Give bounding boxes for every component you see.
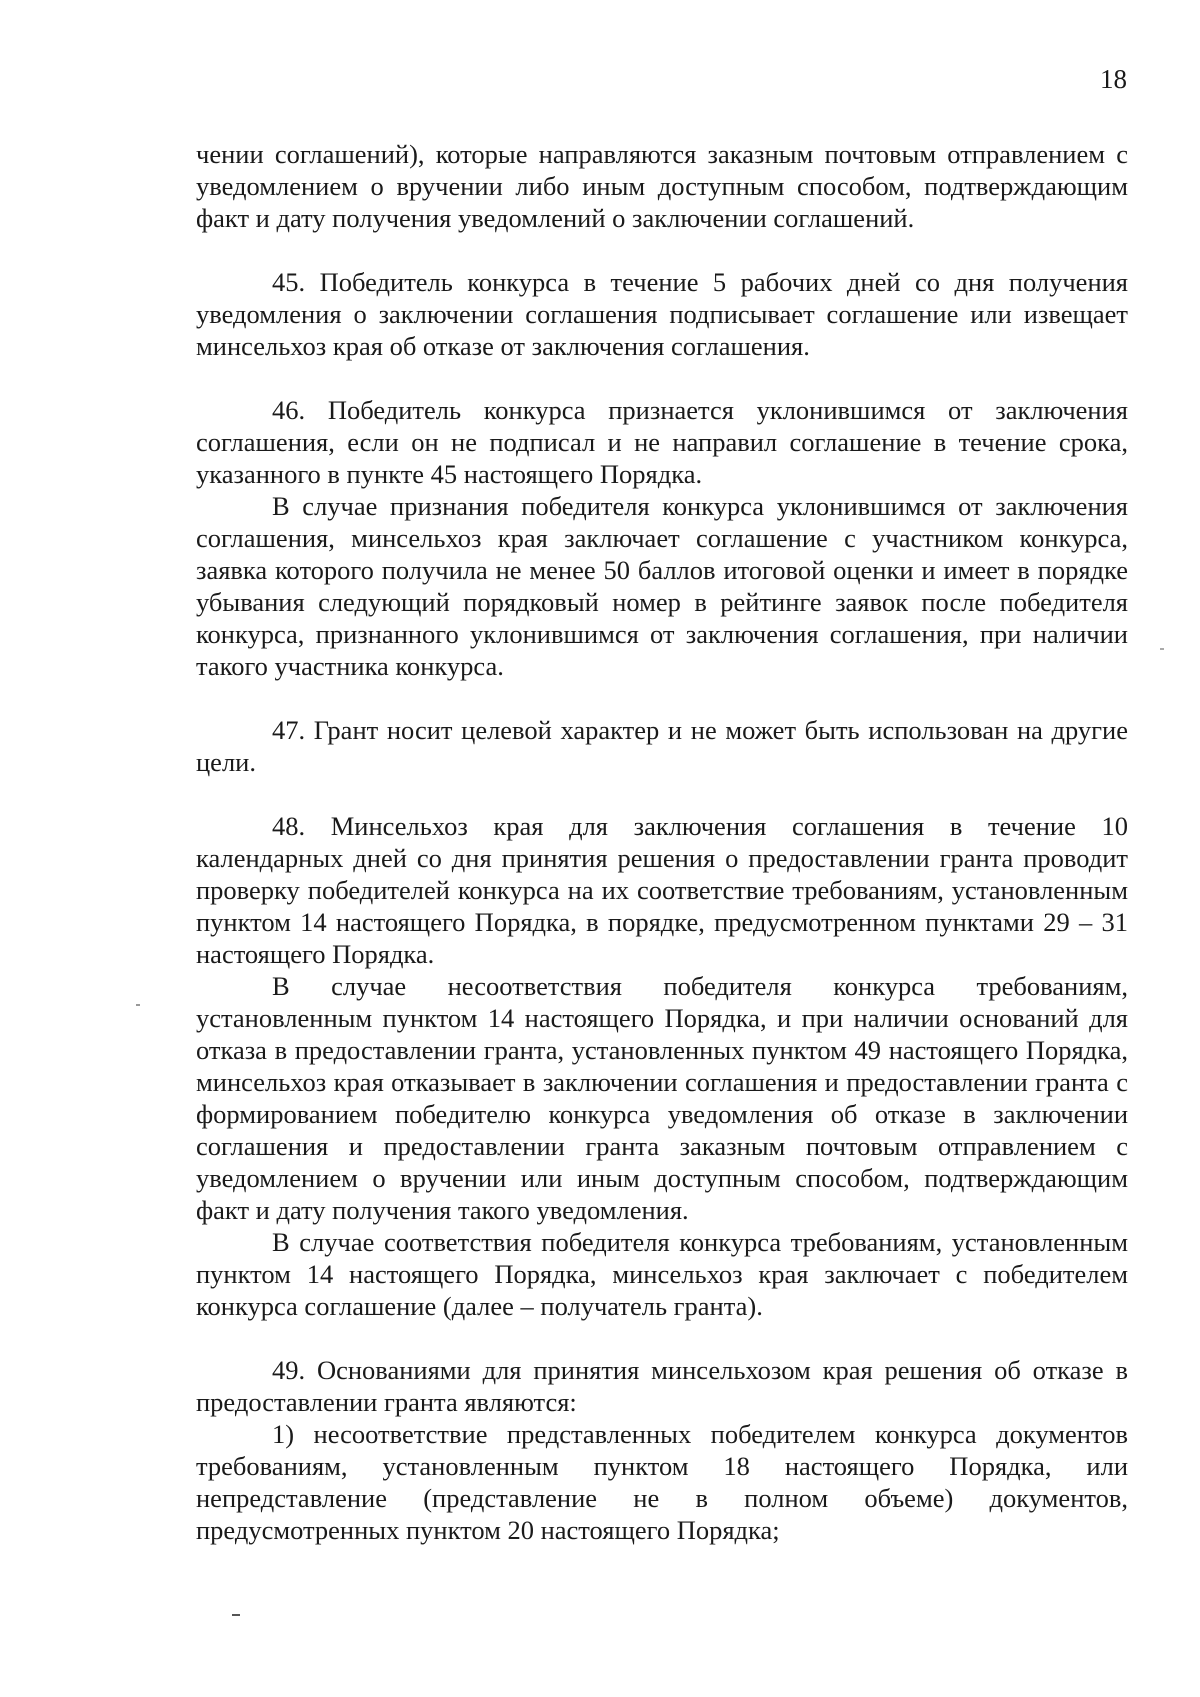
paragraph-48: 48. Минсельхоз края для заключения соглашения в течение 10 календарных дней со дня принятия решения о предоставлении гранта проводит проверку победителей конкурса на их соответствие требованиям, установленным пунктом 14 настоящего Порядка, в порядке, предусмотренном пунктами 29 – 31 настоящего Порядка. [196, 811, 1128, 969]
page-number: 18 [1100, 64, 1127, 94]
paragraph-48-continued-1: В случае несоответствия победителя конкурса требованиям, установленным пунктом 14 настоящего Порядка, и при наличии оснований для отказа в предоставлении гранта, установленных пунктом 49 настоящего Порядка, минсельхоз края отказывает в заключении соглашения и предоставлении гранта с формированием победителю конкурса уведомления об отказе в заключении соглашения и предоставлении гранта заказным почтовым отправлением с уведомлением о вручении или иным доступным способом, подтверждающим факт и дату получения такого уведомления. [196, 971, 1128, 1225]
paragraph-46: 46. Победитель конкурса признается уклонившимся от заключения соглашения, если он не подписал и не направил соглашение в течение срока, указанного в пункте 45 настоящего Порядка. [196, 395, 1128, 489]
paragraph-49-item-1: 1) несоответствие представленных победителем конкурса документов требованиям, установленным пунктом 18 настоящего Порядка, или непредставление (представление не в полном объеме) документов, предусмотренных пунктом 20 настоящего Порядка; [196, 1419, 1128, 1545]
paragraph-48-continued-2: В случае соответствия победителя конкурса требованиям, установленным пунктом 14 настоящего Порядка, минсельхоз края заключает с победителем конкурса соглашение (далее – получатель гранта). [196, 1227, 1128, 1321]
paragraph-47: 47. Грант носит целевой характер и не может быть использован на другие цели. [196, 715, 1128, 777]
paragraph-continuation: чении соглашений), которые направляются заказным почтовым отправлением с уведомлением о вручении либо иным доступным способом, подтверждающим факт и дату получения уведомлений о заключении соглашений. [196, 139, 1128, 233]
paragraph-45: 45. Победитель конкурса в течение 5 рабочих дней со дня получения уведомления о заключении соглашения подписывает соглашение или извещает минсельхоз края об отказе от заключения соглашения. [196, 267, 1128, 361]
paragraph-49: 49. Основаниями для принятия минсельхозом края решения об отказе в предоставлении гранта являются: [196, 1355, 1128, 1417]
scan-artifact [136, 1004, 140, 1006]
scan-artifact [232, 1614, 240, 1616]
document-body [196, 138, 1128, 1546]
paragraph-46-continued: В случае признания победителя конкурса уклонившимся от заключения соглашения, минсельхоз края заключает соглашение с участником конкурса, заявка которого получила не менее 50 баллов итоговой оценки и имеет в порядке убывания следующий порядковый номер в рейтинге заявок после победителя конкурса, признанного уклонившимся от заключения соглашения, при наличии такого участника конкурса. [196, 491, 1128, 681]
scan-artifact [1160, 648, 1164, 650]
